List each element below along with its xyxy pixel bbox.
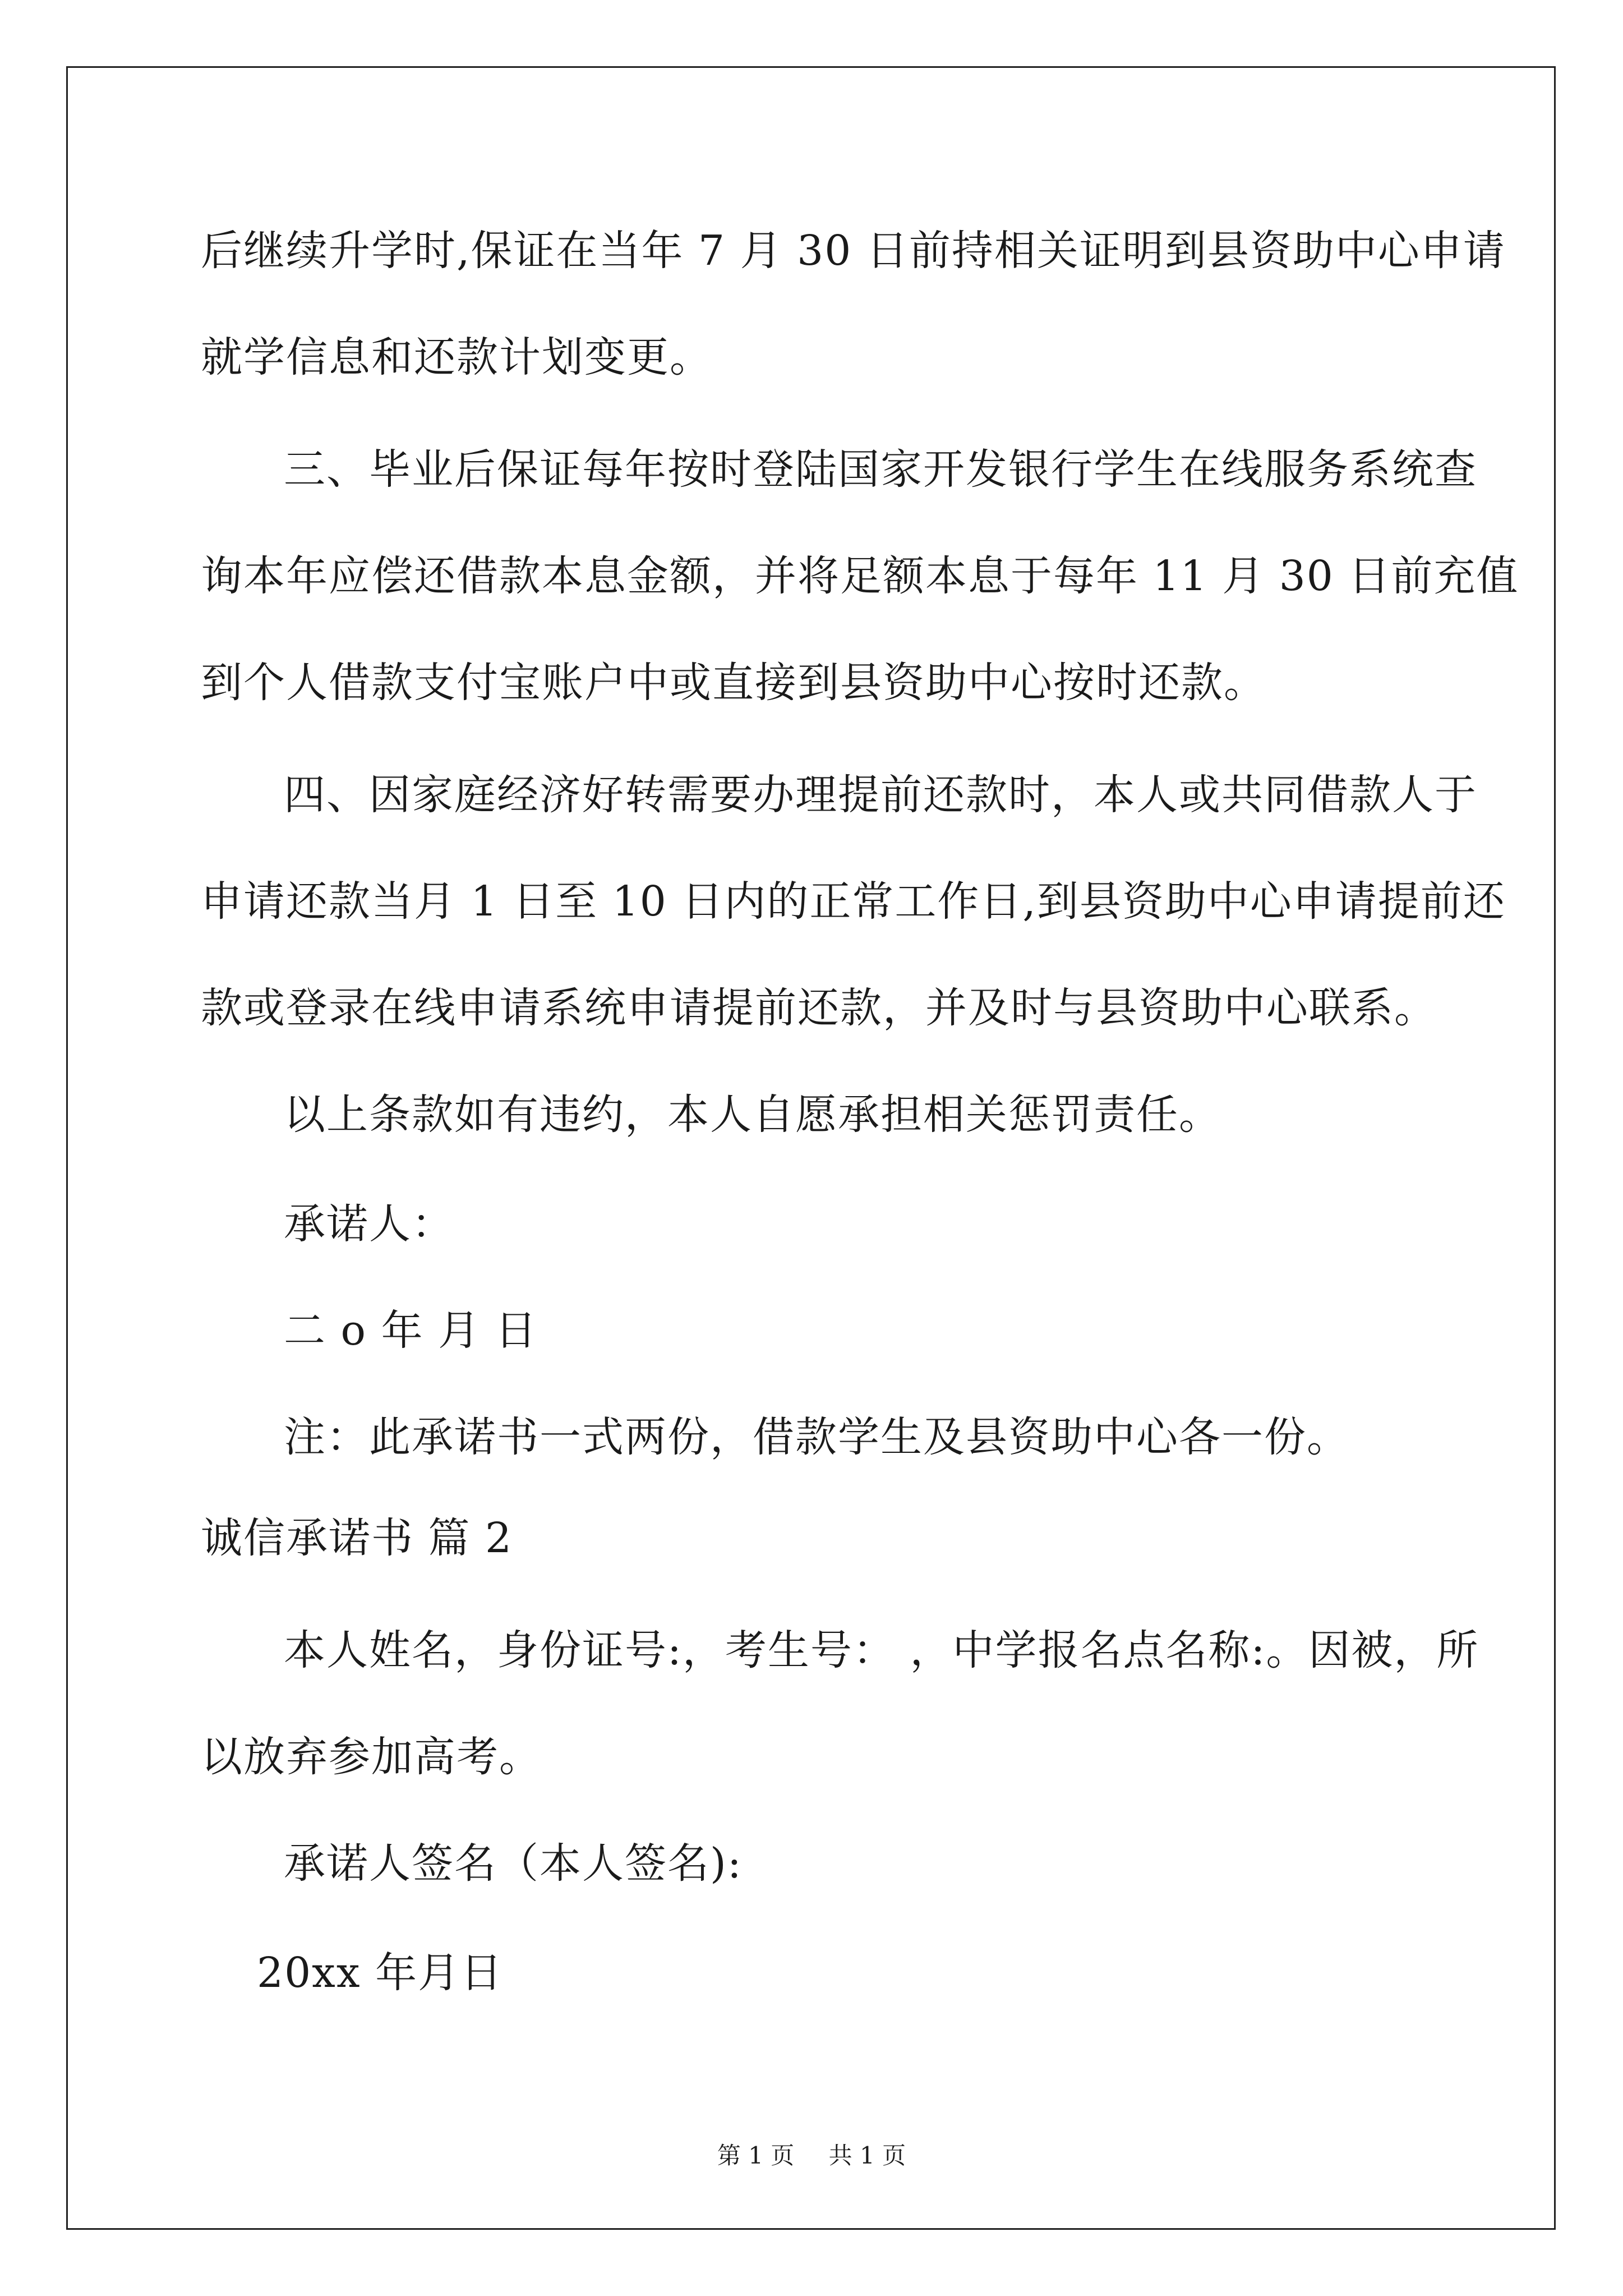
note-line: 注：此承诺书一式两份，借款学生及县资助中心各一份。 xyxy=(284,1413,1349,1461)
page-footer xyxy=(0,2137,1623,2171)
body-line: 以放弃参加高考。 xyxy=(201,1733,542,1781)
page-total: 共 1 页 xyxy=(828,2142,906,2169)
date-line: 20xx 年月日 xyxy=(257,1949,504,1997)
body-line: 申请还款当月 1 日至 10 日内的正常工作日,到县资助中心申请提前还 xyxy=(201,877,1506,926)
signature-label: 承诺人签名（本人签名): xyxy=(284,1839,743,1888)
page-number: 第 1 页 xyxy=(717,2142,795,2169)
body-line: 四、因家庭经济好转需要办理提前还款时，本人或共同借款人于 xyxy=(284,771,1477,819)
date-line: 二 o 年 月 日 xyxy=(284,1306,538,1355)
body-line: 询本年应偿还借款本息金额，并将足额本息于每年 11 月 30 日前充值 xyxy=(201,552,1519,600)
body-line: 就学信息和还款计划变更。 xyxy=(201,333,712,381)
page-border xyxy=(66,66,1556,2230)
body-line: 后继续升学时,保证在当年 7 月 30 日前持相关证明到县资助中心申请 xyxy=(201,227,1506,275)
body-line: 款或登录在线申请系统申请提前还款，并及时与县资助中心联系。 xyxy=(201,984,1437,1032)
body-line: 三、毕业后保证每年按时登陆国家开发银行学生在线服务系统查 xyxy=(284,445,1477,494)
body-line: 到个人借款支付宝账户中或直接到县资助中心按时还款。 xyxy=(201,659,1266,707)
body-line: 以上条款如有违约，本人自愿承担相关惩罚责任。 xyxy=(284,1091,1221,1139)
signature-label: 承诺人： xyxy=(284,1200,454,1248)
section-heading: 诚信承诺书 篇 2 xyxy=(201,1514,513,1562)
body-line: 本人姓名，身份证号:，考生号： ，中学报名点名称:。因被，所 xyxy=(284,1626,1479,1674)
